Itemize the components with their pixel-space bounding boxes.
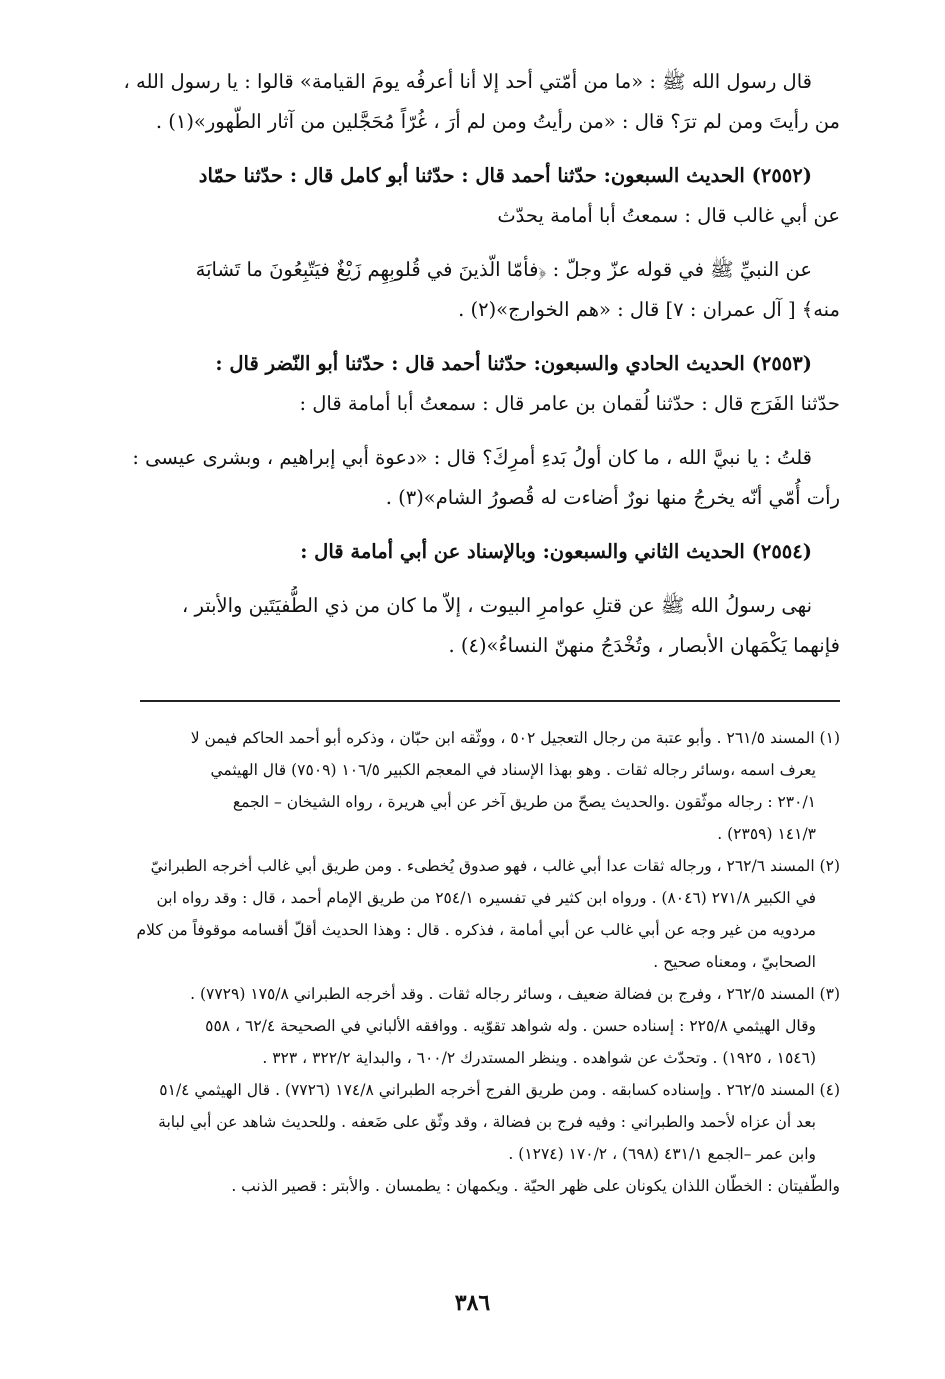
footnote-line: (٢) المسند ٢٦٢/٦ ، ورجاله ثقات عدا أبي غالب ، فهو صدوق يُخطىء . ومن طريق أبي غالب أخرجه الطبرانيّ <box>150 857 840 875</box>
text-line: عن أبي غالب قال : سمعتُ أبا أمامة يحدّث <box>497 204 840 227</box>
footnote-line: (١٥٤٦ ، ١٩٢٥) . وتحدّث عن شواهده . وينظر المستدرك ٦٠٠/٢ ، والبداية ٣٢٢/٢ ، ٣٢٣ . <box>262 1049 816 1067</box>
text-line: نهى رسولُ الله ﷺ عن قتلِ عوامرِ البيوت ، إلاّ ما كان من ذي الطُّفيَتَين والأبتر ، <box>181 594 812 617</box>
hadith-heading: (٢٥٥٤) الحديث الثاني والسبعون: وبالإسناد عن أبي أمامة قال : <box>300 540 812 563</box>
hadith-2552 <box>60 156 840 236</box>
text-line: رأت أُمّي أنّه يخرجُ منها نورٌ أضاءت له قُصورُ الشام»(٣) . <box>385 486 840 509</box>
footnote-line: الصحابيّ ، ومعناه صحيح . <box>653 953 816 971</box>
footnote-line: ١٤١/٣ (٢٣٥٩) . <box>717 825 816 843</box>
footnote-4 <box>60 1074 840 1202</box>
text-line: قلتُ : يا نبيَّ الله ، ما كان أولُ بَدءِ أمرِكَ؟ قال : «دعوة أبي إبراهيم ، وبشرى عيسى : <box>132 446 812 469</box>
paragraph-7 <box>60 586 840 666</box>
paragraph-3 <box>60 250 840 330</box>
footnote-line: (٣) المسند ٢٦٢/٥ ، وفرج بن فضالة ضعيف ، وسائر رجاله ثقات . وقد أخرجه الطبراني ١٧٥/٨ (٧٧٢٩) . <box>190 985 840 1003</box>
text-line: قال رسول الله ﷺ : «ما من أمّتي أحد إلا أنا أعرفُه يومَ القيامة» قالوا : يا رسول الله ، <box>123 70 812 93</box>
text-line: من رأيتَ ومن لم ترَ؟ قال : «من رأيتُ ومن لم أرَ ، غُرّاً مُحَجَّلين من آثار الطّهور»(١) . <box>155 110 840 133</box>
footnote-line: في الكبير ٢٧١/٨ (٨٠٤٦) . ورواه ابن كثير في تفسيره ٢٥٤/١ من طريق الإمام أحمد ، قال : وقد رواه ابن <box>156 889 816 907</box>
paragraph-1 <box>60 62 840 142</box>
hadith-heading: (٢٥٥٣) الحديث الحادي والسبعون: حدّثنا أحمد قال : حدّثنا أبو النّضر قال : <box>215 352 812 375</box>
footnote-line: ٢٣٠/١ : رجاله موثّقون .والحديث يصحّ من طريق آخر عن أبي هريرة ، رواه الشيخان – الجمع <box>232 793 816 811</box>
footnote-line: (٤) المسند ٢٦٢/٥ . وإسناده كسابقه . ومن طريق الفرج أخرجه الطبراني ١٧٤/٨ (٧٧٢٦) . قال الهيثمي ٥١/٤ <box>159 1081 840 1099</box>
footnote-line: بعد أن عزاه لأحمد والطبراني : وفيه فرج بن فضالة ، وقد وثّق على ضَعفه . وللحديث شاهد عن أبي لبابة <box>158 1113 816 1131</box>
footnote-line: يعرف اسمه ،وسائر رجاله ثقات . وهو بهذا الإسناد في المعجم الكبير ١٠٦/٥ (٧٥٠٩) قال الهيثمي <box>210 761 816 779</box>
text-line: حدّثنا الفَرَج قال : حدّثنا لُقمان بن عامر قال : سمعتُ أبا أمامة قال : <box>299 392 840 415</box>
footnote-3 <box>60 978 840 1074</box>
footnote-2 <box>60 850 840 978</box>
footnote-line: وقال الهيثمي ٢٢٥/٨ : إسناده حسن . وله شواهد تقوّيه . ووافقه الألباني في الصحيحة ٦٢/٤ ، ٥٥٨ <box>205 1017 816 1035</box>
footnotes <box>60 722 840 1202</box>
paragraph-5 <box>60 438 840 518</box>
footnote-line: وابن عمر –الجمع ٤٣١/١ (٦٩٨) ، ١٧٠/٢ (١٢٧٤) . <box>508 1145 816 1163</box>
footnote-line: مردويه من غير وجه عن أبي غالب عن أبي أمامة ، فذكره . قال : وهذا الحديث أقلّ أقسامه موقوفاً من كلام <box>136 921 816 939</box>
text-line: منه﴾ [ آل عمران : ٧] قال : «هم الخوارج»(٢) . <box>458 298 840 321</box>
hadith-heading: (٢٥٥٢) الحديث السبعون: حدّثنا أحمد قال : حدّثنا أبو كامل قال : حدّثنا حمّاد <box>198 164 812 187</box>
hadith-2554 <box>60 532 840 572</box>
main-text <box>60 62 840 680</box>
text-line: فإنهما يَكْمَهان الأبصار ، وتُخْدَجُ منهنّ النساءُ»(٤) . <box>448 634 840 657</box>
footnote-separator <box>140 700 840 702</box>
text-line: عن النبيِّ ﷺ في قوله عزّ وجلّ : ﴿فأمّا الّذينَ في قُلوبِهِم زَيْغٌ فيَتّبِعُونَ ما تَشابَهَ <box>195 258 812 281</box>
footnote-line: (١) المسند ٢٦١/٥ . وأبو عتبة من رجال التعجيل ٥٠٢ ، ووثّقه ابن حبّان ، وذكره أبو أحمد الحاكم فيمن لا <box>190 729 840 747</box>
footnote-line: والطّفيتان : الخطّان اللذان يكونان على ظهر الحيّة . ويكمهان : يطمسان . والأبتر : قصير الذنب . <box>231 1177 840 1195</box>
hadith-2553 <box>60 344 840 424</box>
footnote-1 <box>60 722 840 850</box>
page-number: ٣٨٦ <box>454 1290 491 1316</box>
